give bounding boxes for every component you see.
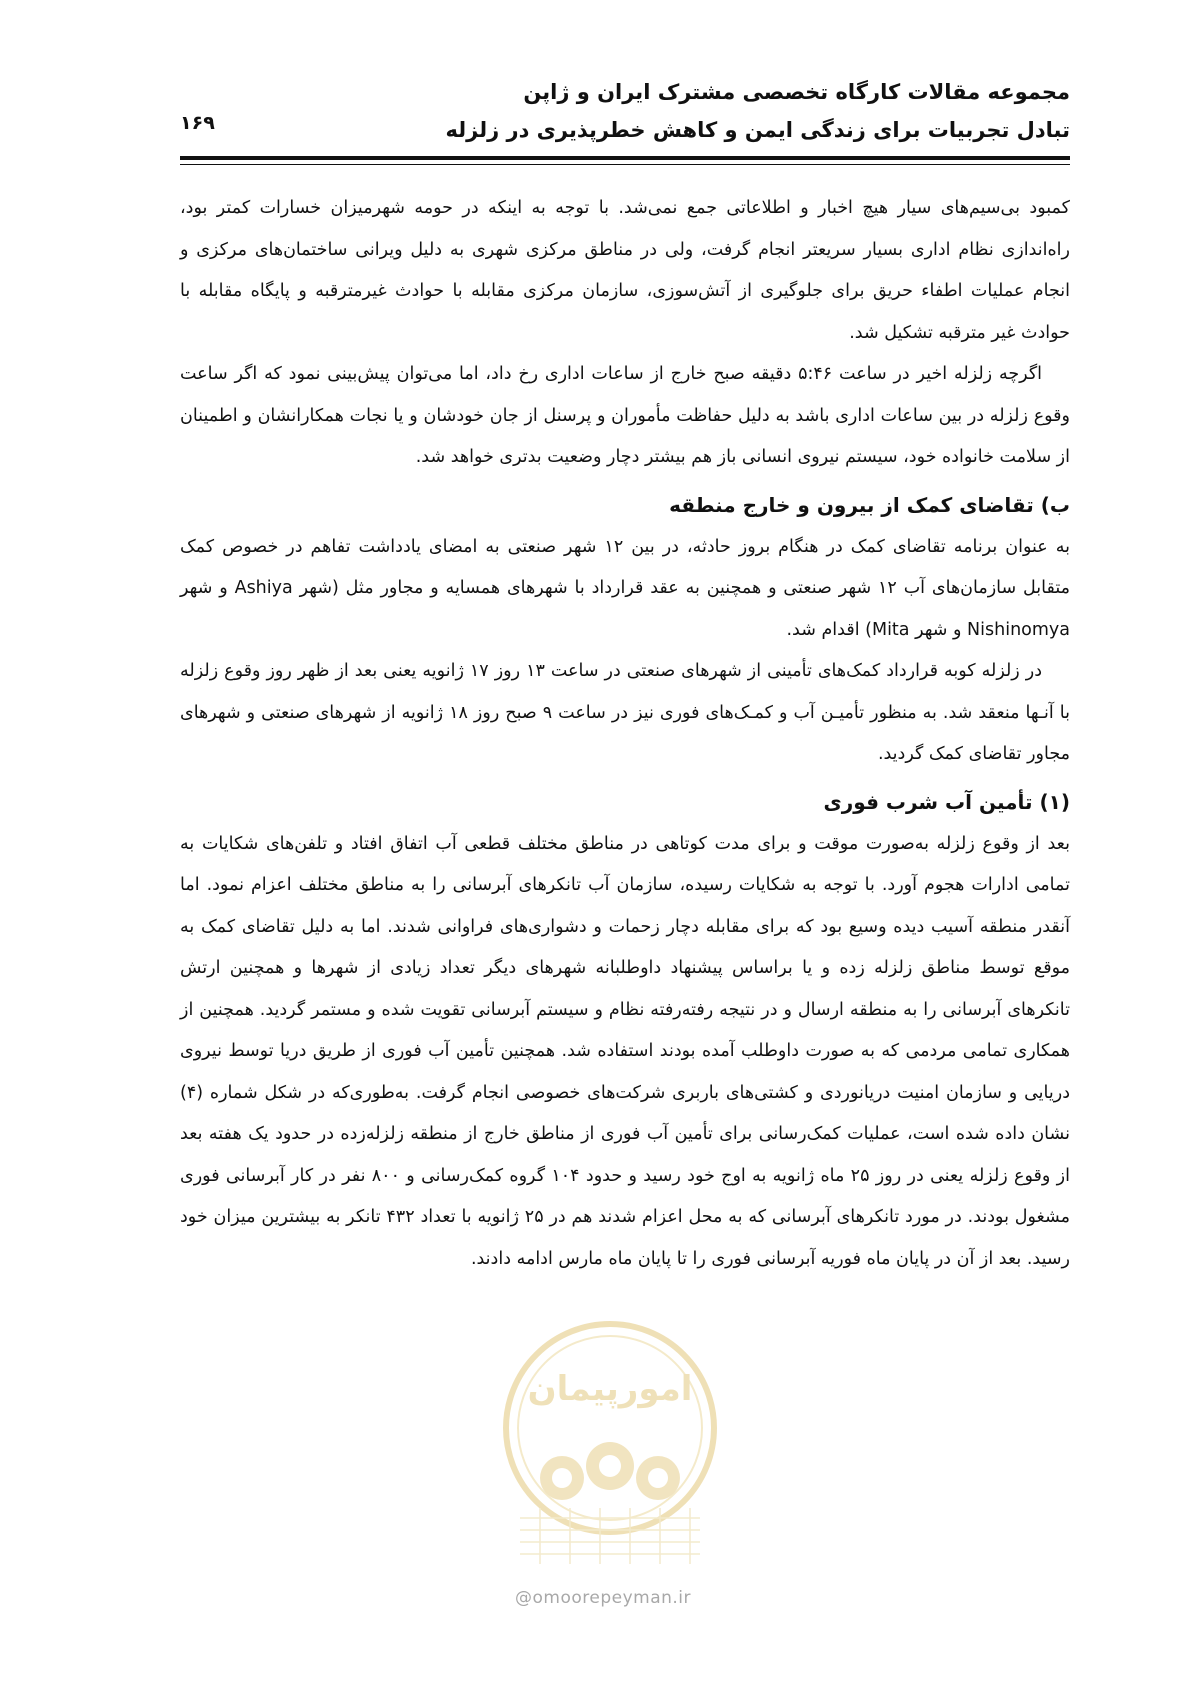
watermark-logo-icon: [490, 1308, 730, 1608]
paragraph: اگرچه زلزله اخیر در ساعت ۵:۴۶ دقیقه صبح خارج از ساعات اداری رخ داد، اما می‌توان پیش‌بینی نمود که اگر ساعت وقوع زلزله در بین ساعات اداری باشد به دلیل حفاظت مأموران و پرسنل از جان خودشان و یا نجات همکارانشان و اطمینان از سلامت خانواده خود، سیستم نیروی انسانی باز هم بیشتر دچار وضعیت بدتری خواهد شد.: [180, 364, 1070, 467]
book-title: مجموعه مقالات کارگاه تخصصی مشترک ایران و ژاپن: [523, 80, 1070, 104]
watermark-site: @omoorepeyman.ir: [515, 1588, 692, 1608]
section-heading: ب) تقاضای کمک از بیرون و خارج منطقه: [669, 492, 1070, 517]
watermark-logo-text: امورپیمان: [527, 1369, 693, 1409]
paragraph: در زلزله کوبه قرارداد کمک‌های تأمینی از شهرهای صنعتی در ساعت ۱۳ روز ۱۷ ژانویه یعنی بعد از ظهر روز وقوع زلزله با آنـها منعقد شد. به منظور تأمیـن آب و کمـک‌های فوری نیز در ساعت ۹ صبح روز ۱۸ ژانویه از شهرهای صنعتی و شهرهای مجاور تقاضای کمک گردید.: [180, 661, 1070, 764]
main-content: [180, 188, 1070, 1280]
page-header: [180, 62, 1070, 174]
paragraph: بعد از وقوع زلزله به‌صورت موقت و برای مدت کوتاهی در مناطق مختلف قطعی آب اتفاق افتاد و تلفن‌های شکایات به تمامی ادارات هجوم آورد. با توجه به شکایات رسیده، سازمان آب تانکرهای آبرسانی را به مناطق مختلف اعزام نمود. اما آنقدر منطقه آسیب دیده وسیع بود که برای مقابله دچار زحمات و دشواری‌های فراوانی شدند. اما به دلیل تقاضای کمک به موقع توسط مناطق زلزله زده و یا براساس پیشنهاد داوطلبانه شهرهای دیگر تعداد زیادی از شهرها و همچنین ارتش تانکرهای آبرسانی را به منطقه ارسال و در نتیجه رفته‌رفته نظام و سیستم آبرسانی تقویت شده و مستمر گردید. همچنین از همکاری تمامی مردمی که به صورت داوطلب آمده بودند استفاده شد. همچنین تأمین آب فوری از طریق دریا توسط نیروی دریایی و سازمان امنیت دریانوردی و کشتی‌های باربری شرکت‌های خصوصی انجام گرفت. به‌طوری‌که در شکل شماره (۴) نشان داده شده است، عملیات کمک‌رسانی برای تأمین آب فوری از مناطق خارج از منطقه زلزله‌زده در حدود یک هفته بعد از وقوع زلزله یعنی در روز ۲۵ ماه ژانویه به اوج خود رسید و حدود ۱۰۴ گروه کمک‌رسانی و ۸۰۰ نفر در کار آبرسانی فوری مشغول بودند. در مورد تانکرهای آبرسانی که به محل اعزام شدند هم در ۲۵ ژانویه با تعداد ۴۳۲ تانکر به بیشترین میزان خود رسید. بعد از آن در پایان ماه فوریه آبرسانی فوری را تا پایان ماه مارس ادامه دادند.: [180, 833, 1070, 1269]
subsection-heading: (۱) تأمین آب شرب فوری: [823, 789, 1070, 814]
paragraph: به عنوان برنامه تقاضای کمک در هنگام بروز حادثه، در بین ۱۲ شهر صنعتی به امضای یادداشت تفاهم در خصوص کمک متقابل سازمان‌های آب ۱۲ شهر صنعتی و همچنین به عقد قرارداد با شهرهای همسایه و مجاور مثل (شهر Ashiya و شهر Nishinomya و شهر Mita) اقدام شد.: [180, 536, 1071, 640]
paragraph: کمبود بی‌سیم‌های سیار هیچ اخبار و اطلاعاتی جمع نمی‌شد. با توجه به اینکه در حومه شهرمیزان خسارات کمتر بود، راه‌اندازی نظام اداری بسیار سریعتر انجام گرفت، ولی در مناطق مرکزی شهری به دلیل ویرانی ساختمان‌های مرکزی و انجام عملیات اطفاء حریق برای جلوگیری از آتش‌سوزی، سازمان مرکزی مقابله با حوادث غیرمترقبه و پایگاه مقابله با حوادث غیر مترقبه تشکیل شد.: [180, 198, 1070, 343]
header-rule-thick: [180, 156, 1070, 160]
book-subtitle: تبادل تجربیات برای زندگی ایمن و کاهش خطرپذیری در زلزله: [445, 118, 1070, 142]
header-rule-thin: [180, 164, 1070, 165]
page-number: ۱۶۹: [180, 112, 215, 134]
